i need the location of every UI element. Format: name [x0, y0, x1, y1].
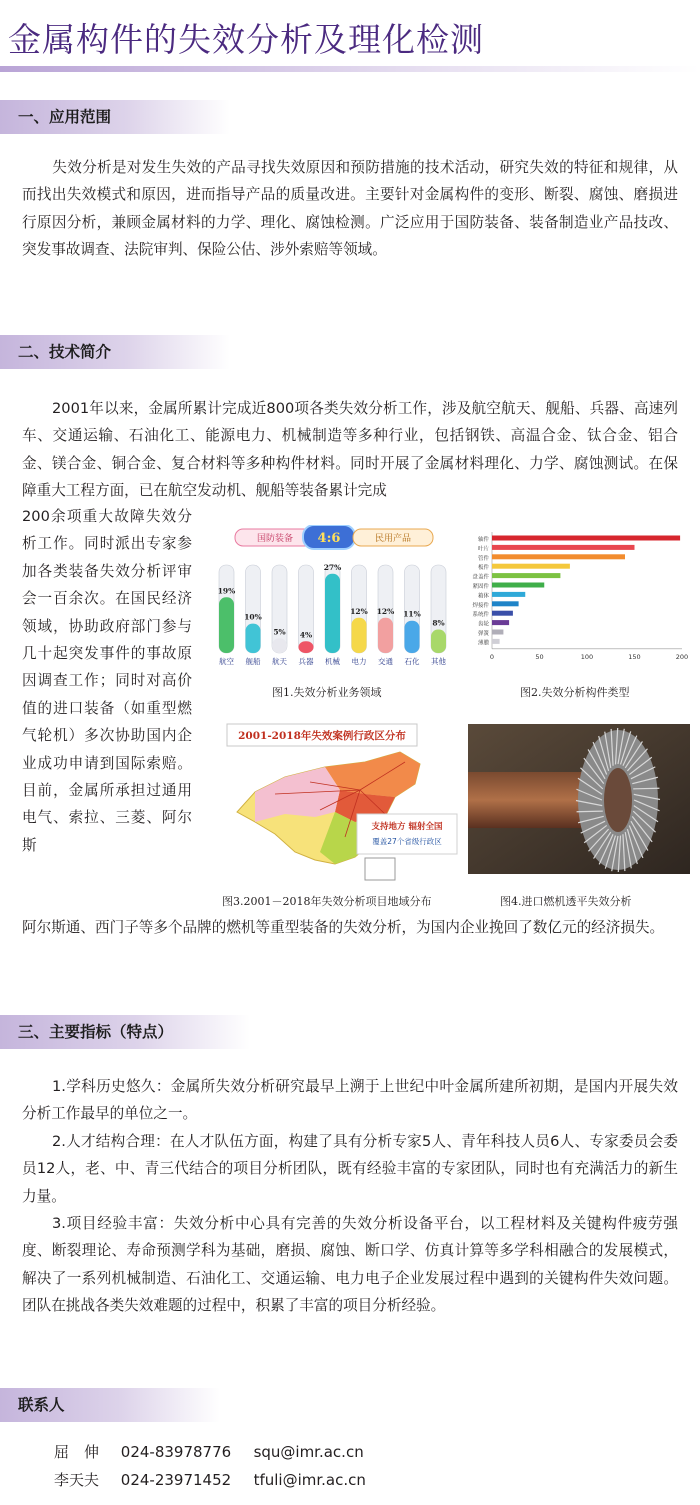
bar [492, 620, 509, 625]
figure-component-types-chart [460, 530, 688, 660]
section-intro-text-column: 200余项重大故障失效分析工作。同时派出专家参加各类装备失效分析评审会一百余次。在国民经济领域，协助政府部门参与几十起突发事件的事故原因调查工作；同时对高价值的进口装备（如重型燃气轮机）多次协助国内企业成功申请到国际索赔。目前，金属所承担过通用电气、索拉、三菱、阿尔斯 [22, 508, 192, 854]
bar-category-label: 弹簧 [477, 631, 489, 637]
section-intro-text-top [22, 395, 678, 505]
bar [492, 630, 503, 635]
feature-point [22, 1073, 678, 1128]
contact-row [54, 1469, 366, 1490]
bar-value-label: 19% [217, 586, 236, 596]
bar-value-label: 8% [432, 618, 445, 628]
bar [219, 597, 234, 653]
section-heading-contact [0, 1388, 220, 1422]
feature-point-text: 2.人才结构合理：在人才队伍方面，构建了具有分析专家5人、青年科技人员6人、专家委员会委员12人，老、中、青三代结合的项目分析团队，既有经验丰富的专家团队，同时也有充满活力的新生力量。 [22, 1132, 678, 1205]
bar [272, 638, 287, 653]
x-tick-label: 100 [580, 652, 594, 660]
x-tick-label: 200 [675, 652, 688, 660]
map-region-west [255, 767, 340, 822]
bar-category-label: 叶片 [477, 546, 489, 553]
bar [431, 630, 446, 653]
bar-category-label: 其他 [431, 657, 446, 666]
bar [492, 554, 625, 559]
feature-point-text: 3.项目经验丰富：失效分析中心具有完善的失效分析设备平台，以工程材料及关键构件疲劳强度、断裂理论、寿命预测学科为基础，磨损、腐蚀、断口学、仿真计算等多学科相融合的发展模式，解决了一系列机械制造、石油化工、交通运输、电力电子企业发展过程中遇到的关键构件失效问题。团队在挑战各类失效难题的过程中，积累了丰富的项目分析经验。 [22, 1215, 678, 1315]
figure-4-caption: 图4.进口燃机透平失效分析 [500, 895, 632, 908]
bar [492, 573, 560, 578]
bar [299, 641, 314, 653]
x-tick-label: 150 [628, 652, 641, 660]
features-list [22, 1073, 678, 1320]
figure-3-caption: 图3.2001－2018年失效分析项目地域分布 [222, 895, 432, 908]
bar-category-label: 航空 [219, 657, 234, 666]
bar [492, 583, 544, 588]
page-title: 金属构件的失效分析及理化检测 [8, 20, 484, 59]
section-heading-label: 三、主要指标（特点） [18, 1023, 174, 1041]
section-heading-label: 联系人 [18, 1396, 65, 1414]
bar-track [299, 565, 314, 653]
bar-category-label: 紧固件 [472, 584, 489, 590]
bar [492, 545, 635, 550]
map-note-box [357, 814, 457, 854]
bar-category-label: 轴件 [477, 537, 489, 543]
bar [325, 574, 340, 653]
contact-name: 屈 伸 [54, 1443, 100, 1461]
feature-point [22, 1128, 678, 1210]
bar-value-label: 27% [323, 562, 342, 572]
bar-value-label: 4% [299, 630, 313, 640]
bar-value-label: 5% [273, 627, 286, 637]
bar [492, 592, 525, 597]
bar-category-label: 机械 [325, 657, 340, 666]
legend-defense-label: 国防装备 [256, 534, 294, 544]
bar-category-label: 薄膜 [477, 640, 489, 647]
bar [492, 639, 500, 644]
bar [378, 618, 393, 653]
bar-value-label: 10% [244, 612, 262, 622]
bar-category-label: 齿轮 [477, 621, 489, 628]
figure-1-caption: 图1.失效分析业务领域 [272, 686, 382, 699]
map-note-sub: 覆盖27个省级行政区 [372, 837, 442, 846]
section-scope-text [22, 154, 678, 264]
feature-point [22, 1210, 678, 1320]
figure-2-caption: 图2.失效分析构件类型 [520, 686, 630, 699]
contact-email[interactable]: squ@imr.ac.cn [253, 1443, 364, 1461]
bar-category-label: 系统件 [472, 612, 489, 619]
bar-category-label: 兵器 [298, 657, 314, 666]
ratio-label: 4:6 [317, 531, 341, 546]
bar-category-label: 焊接件 [472, 602, 489, 609]
bar-category-label: 石化 [404, 657, 420, 666]
x-tick-label: 50 [535, 652, 544, 660]
bar [492, 601, 519, 606]
bar-category-label: 交通 [378, 657, 393, 666]
contact-name: 李天夫 [54, 1471, 100, 1489]
bar [492, 611, 513, 616]
bar-category-label: 电力 [351, 657, 367, 666]
bar-value-label: 12% [350, 606, 368, 616]
bar-category-label: 板件 [477, 565, 489, 572]
title-underline [0, 66, 700, 72]
bar [492, 564, 570, 569]
x-tick-label: 0 [489, 652, 495, 660]
contact-row [54, 1441, 364, 1462]
figure-turbine-photo [468, 724, 690, 874]
turbine-hub [604, 768, 632, 832]
bar [352, 618, 367, 653]
bar-category-label: 箱体 [477, 593, 489, 600]
bar-category-label: 航天 [272, 657, 287, 666]
section-heading-label: 一、应用范围 [18, 108, 112, 126]
section-heading-label: 二、技术简介 [18, 343, 112, 361]
bar-category-label: 舰船 [245, 657, 261, 666]
feature-point-text: 1.学科历史悠久：金属所失效分析研究最早上溯于上世纪中叶金属所建所初期，是国内开展失效分析工作最早的单位之一。 [22, 1078, 678, 1123]
section-heading-scope [0, 100, 230, 134]
bar-value-label: 12% [376, 606, 395, 616]
section-heading-features [0, 1015, 250, 1049]
bar-value-label: 11% [403, 609, 421, 619]
section-heading-intro [0, 335, 230, 369]
bar [246, 624, 261, 653]
contact-phone: 024-23971452 [120, 1471, 232, 1489]
bar-category-label: 管件 [477, 555, 489, 562]
figure-region-map [215, 722, 460, 882]
section-intro-text-bottom: 阿尔斯通、西门子等多个品牌的燃机等重型装备的失效分析，为国内企业挽回了数亿元的经济损失。 [22, 919, 665, 936]
contact-email[interactable]: tfuli@imr.ac.cn [253, 1471, 366, 1489]
legend-civil-label: 民用产品 [374, 534, 412, 544]
paragraph-text: 失效分析是对发生失效的产品寻找失效原因和预防措施的技术活动，研究失效的特征和规律，从而找出失效模式和原因，进而指导产品的质量改进。主要针对金属构件的变形、断裂、腐蚀、磨损进行原因分析，兼顾金属材料的力学、理化、腐蚀检测。广泛应用于国防装备、装备制造业产品技改、突发事故调查、法院审判、保险公估、涉外索赔等领域。 [22, 159, 678, 259]
map-inset-box [365, 858, 395, 880]
bar [492, 536, 680, 541]
paragraph-text: 2001年以来，金属所累计完成近800项各类失效分析工作，涉及航空航天、舰船、兵器、高速列车、交通运输、石油化工、能源电力、机械制造等多种行业，包括钢铁、高温合金、钛合金、铝合金、镁合金、铜合金、复合材料等多种构件材料。同时开展了金属材料理化、力学、腐蚀测试。在保障重大工程方面，已在航空发动机、舰船等装备累计完成 [22, 400, 678, 500]
map-note-main: 支持地方 辐射全国 [371, 822, 443, 832]
map-banner-text: 2001-2018年失效案例行政区分布 [238, 730, 406, 742]
contact-phone: 024-83978776 [120, 1443, 232, 1461]
bar [405, 621, 420, 653]
figure-business-areas-chart [205, 525, 450, 675]
bar-category-label: 盘盖件 [472, 574, 489, 581]
